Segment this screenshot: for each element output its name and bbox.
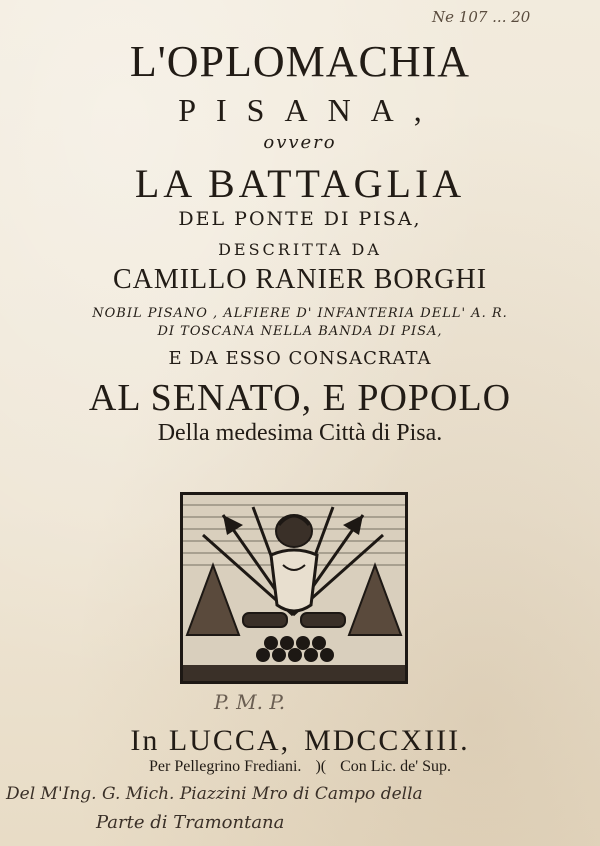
handwritten-provenance-line-1: Del M'Ing. G. Mich. Piazzini Mro di Campo della [6, 784, 423, 804]
imprint-printer: Per Pellegrino Frediani. [149, 758, 302, 775]
author-description-1: NOBIL PISANO , ALFIERE D' INFANTERIA DELL' A. R. [92, 306, 508, 321]
handwritten-shelf-note: Ne 107 ... 20 [432, 8, 531, 26]
title-line-ponte: DEL PONTE DI PISA, [178, 208, 422, 230]
title-line-pisana: PISANA, [178, 92, 442, 128]
dedication-line-1: E DA ESSO CONSACRATA [168, 348, 432, 369]
title-line-oplomachia: L'OPLOMACHIA [129, 37, 471, 86]
trophy-of-arms-woodcut [180, 492, 408, 684]
imprint-printer-line [0, 758, 600, 776]
author-name: CAMILLO RANIER BORGHI [112, 264, 488, 295]
title-line-ovvero: ovvero [263, 132, 337, 153]
title-line-descritta: DESCRITTA DA [218, 240, 382, 259]
author-description-2: DI TOSCANA NELLA BANDA DI PISA, [157, 324, 443, 339]
imprint-year: MDCCXIII. [304, 724, 470, 757]
imprint-place-year [0, 724, 600, 758]
imprint-license: Con Lic. de' Sup. [340, 758, 451, 775]
dedication-line-3: Della medesima Città di Pisa. [157, 420, 443, 446]
imprint-separator: )( [315, 758, 327, 775]
woodcut-illustration-icon [183, 495, 405, 681]
handwritten-initials: P. M. P. [214, 690, 286, 714]
title-line-battaglia: LA BATTAGLIA [134, 161, 466, 206]
imprint-place: In LUCCA, [130, 724, 291, 757]
dedication-line-2: AL SENATO, E POPOLO [88, 377, 512, 419]
handwritten-provenance-line-2: Parte di Tramontana [96, 812, 285, 833]
